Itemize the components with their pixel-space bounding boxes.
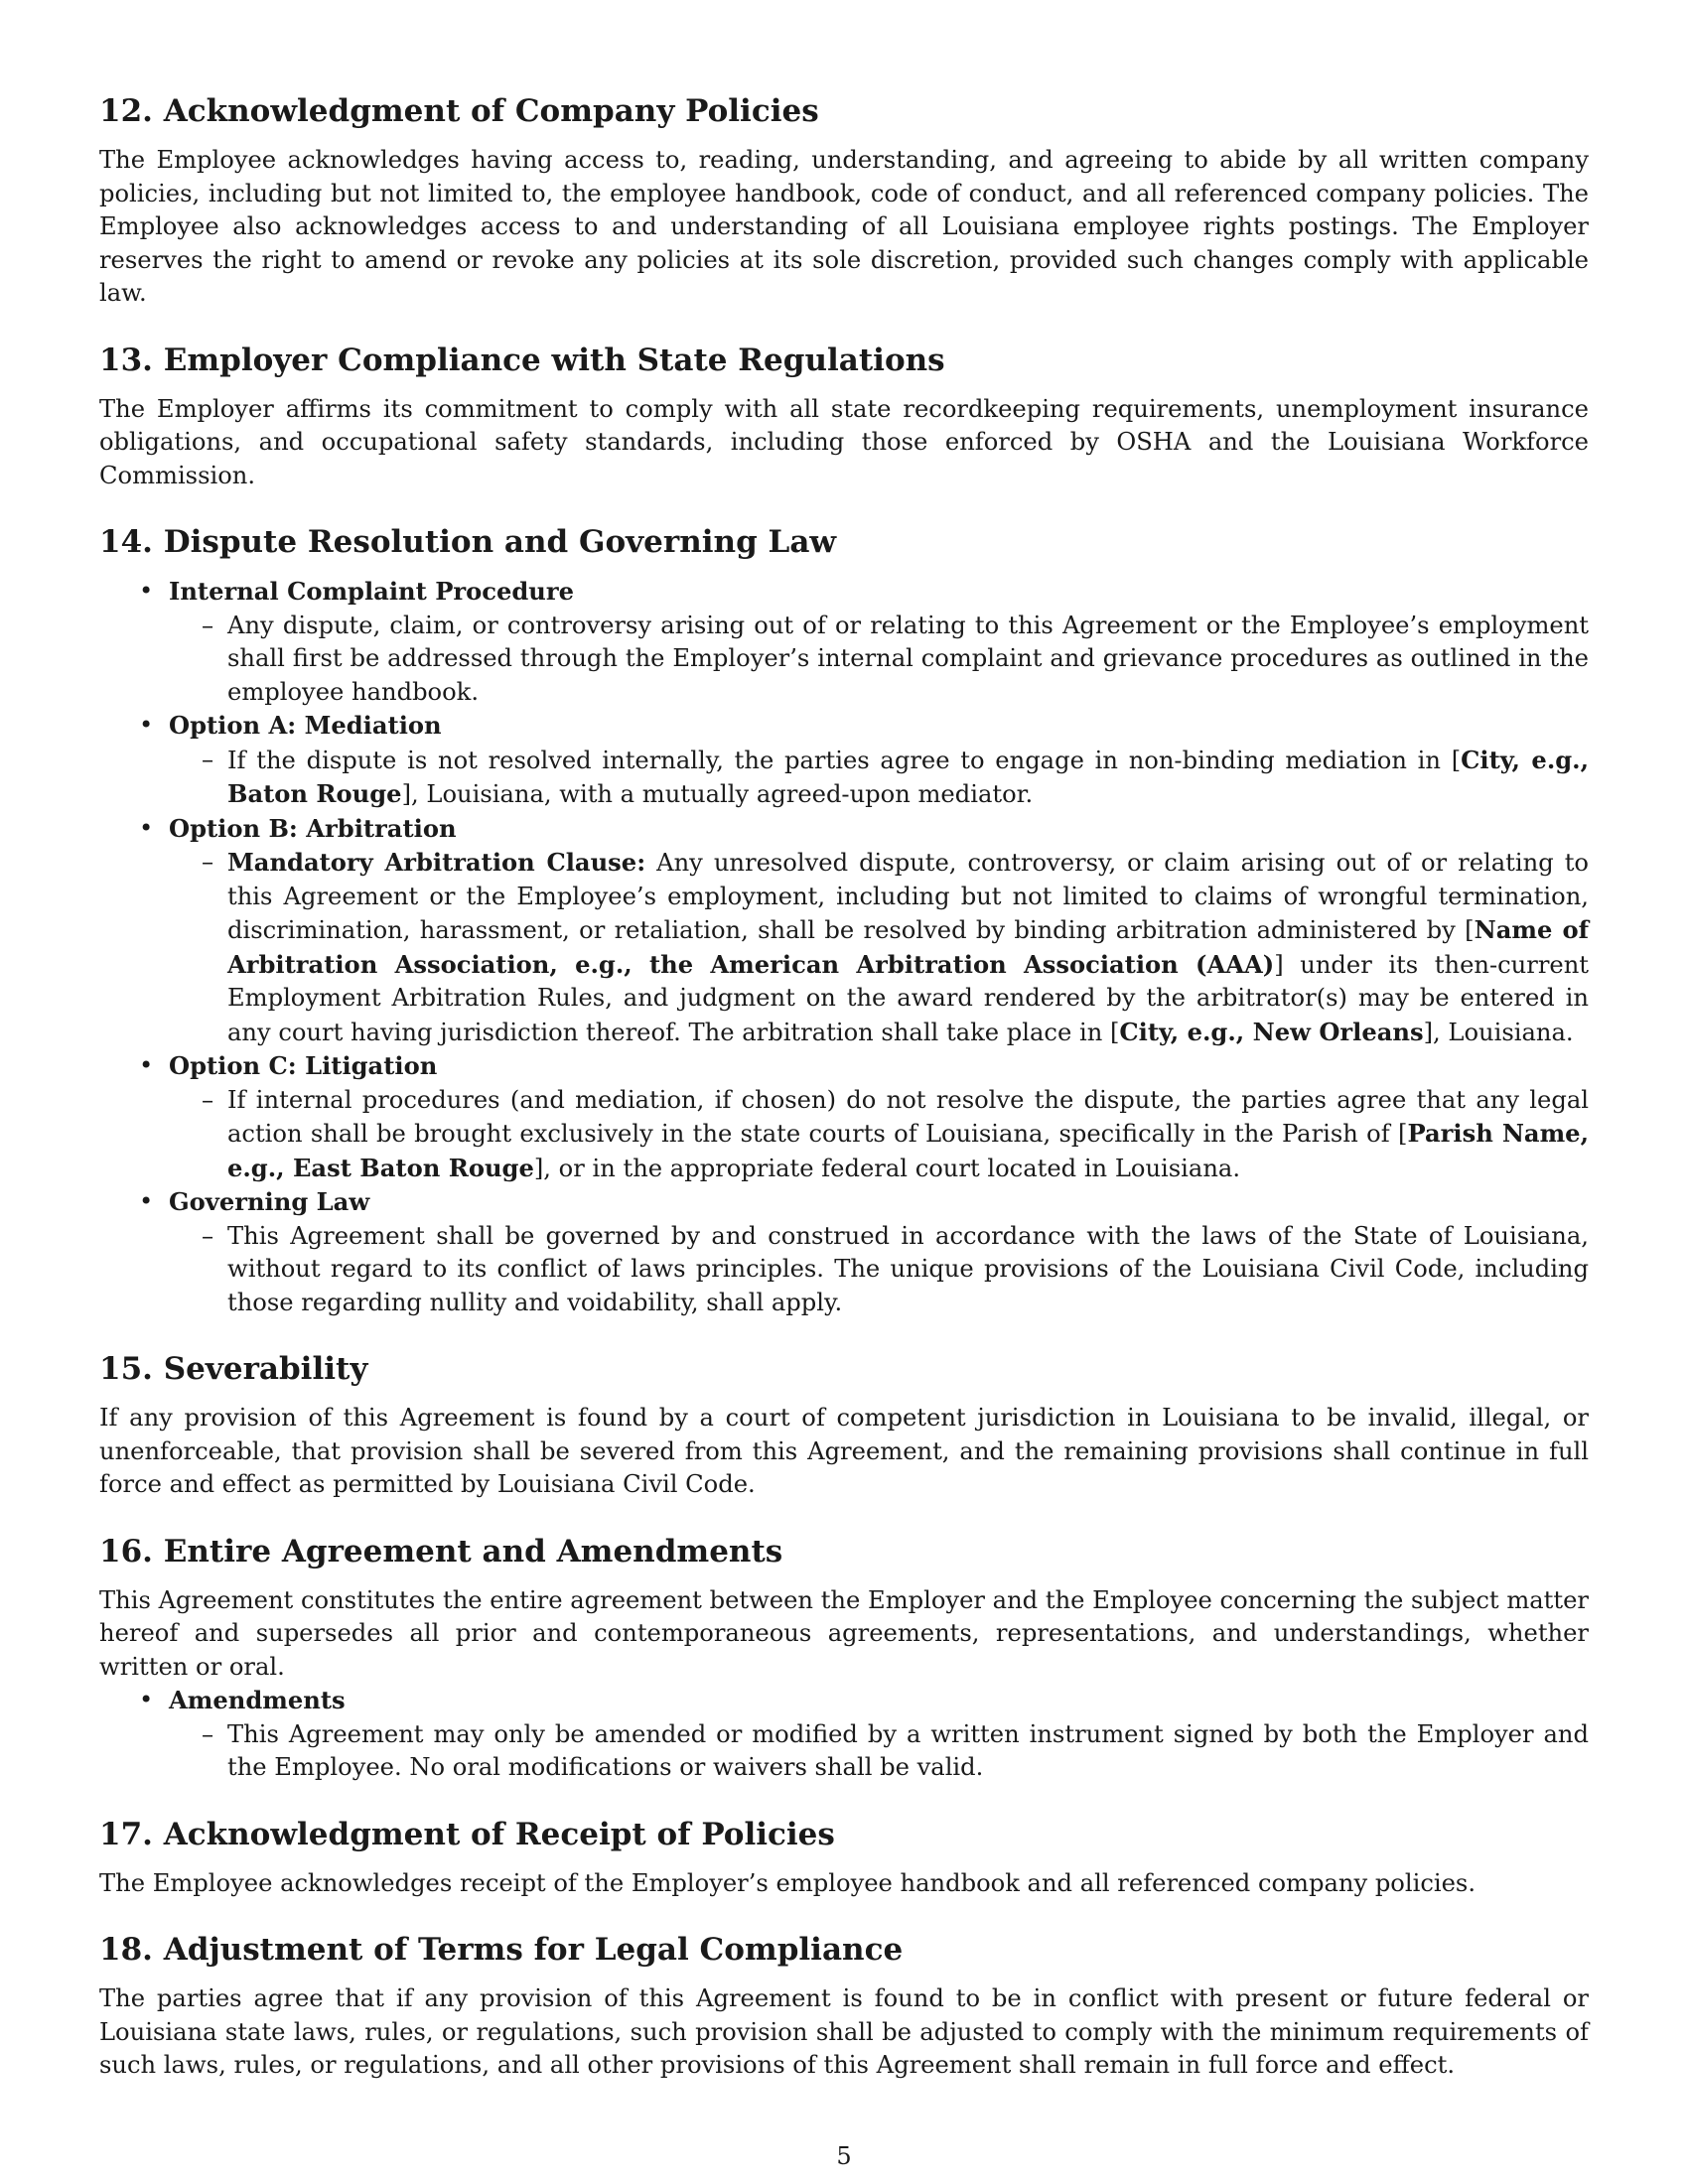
section-15-title: 15. Severability xyxy=(99,1351,368,1387)
section-12 xyxy=(99,91,1589,311)
option-b-text: – Mandatory Arbitration Clause: Any unresolved dispute, controversy, or claim arising out of or relating to this Agreement or the Employee’s employment, including but not limited to claims of wrongful termination, discrimination, harassment, or retaliation, shall be resolved by binding arbitration administered by [Name of Arbitration Association, e.g., the American Arbitration Association (AAA)] under its then-current Employment Arbitration Rules, and judgment on the award rendered by the arbitrator(s) may be entered in any court having jurisdiction thereof. The arbitration shall take place in [City, e.g., New Orleans], Louisiana. xyxy=(169,846,1589,1049)
document-page xyxy=(99,91,1589,2113)
list-item xyxy=(99,1684,1589,1785)
arbitration-clause-label: Mandatory Arbitration Clause: xyxy=(227,848,646,877)
arbitration-association-placeholder: Name of Arbitration Association, e.g., the American Arbitration Association (AAA) xyxy=(227,915,1589,979)
option-a-text: – If the dispute is not resolved internally, the parties agree to engage in non-binding mediation in [City, e.g., Baton Rouge], Louisiana, with a mutually agreed-upon mediator. xyxy=(169,744,1589,812)
section-14-title: 14. Dispute Resolution and Governing Law xyxy=(99,524,837,560)
section-18 xyxy=(99,1930,1589,2083)
amendments-text: – This Agreement may only be amended or modified by a written instrument signed by both the Employer and the Employee. No oral modifications or waivers shall be valid. xyxy=(169,1718,1589,1785)
section-15 xyxy=(99,1349,1589,1502)
list-item xyxy=(99,1049,1589,1185)
arbitration-city-placeholder: City, e.g., New Orleans xyxy=(1119,1017,1424,1046)
section-17 xyxy=(99,1815,1589,1901)
governing-law-label: Governing Law xyxy=(169,1187,370,1216)
option-b-label: Option B: Arbitration xyxy=(169,813,457,843)
section-15-body: If any provision of this Agreement is found by a court of competent jurisdiction in Louisiana to be invalid, illegal, or unenforceable, that provision shall be severed from this Agreement, and the remaining provisions shall continue in full force and effect as permitted by Louisiana Civil Code. xyxy=(99,1404,1589,1498)
section-13-title: 13. Employer Compliance with State Regulations xyxy=(99,341,945,378)
governing-law-text: – This Agreement shall be governed by and construed in accordance with the laws of the State of Louisiana, without regard to its conflict of laws principles. The unique provisions of the Louisiana Civil Code, including those regarding nullity and voidability, shall apply. xyxy=(169,1220,1589,1320)
list-item xyxy=(99,709,1589,812)
section-16 xyxy=(99,1532,1589,1785)
internal-complaint-text: – Any dispute, claim, or controversy arising out of or relating to this Agreement or the Employee’s employment shall first be addressed through the Employer’s internal complaint and grievance procedures as outlined in the employee handbook. xyxy=(169,610,1589,710)
section-14 xyxy=(99,522,1589,1319)
section-13 xyxy=(99,341,1589,493)
list-item xyxy=(99,575,1589,709)
section-17-body: The Employee acknowledges receipt of the Employer’s employee handbook and all referenced company policies. xyxy=(99,1868,1477,1897)
page-number: 5 xyxy=(836,2142,852,2170)
dispute-list xyxy=(99,575,1589,1319)
list-item xyxy=(99,1185,1589,1319)
parish-placeholder: Parish Name, e.g., East Baton Rouge xyxy=(227,1119,1589,1182)
section-16-body: This Agreement constitutes the entire agreement between the Employer and the Employee concerning the subject matter hereof and supersedes all prior and contemporaneous agreements, representations, and understandings, whether written or oral. xyxy=(99,1585,1589,1681)
amendments-list xyxy=(99,1684,1589,1785)
option-a-label: Option A: Mediation xyxy=(169,711,442,740)
amendments-label: Amendments xyxy=(169,1686,346,1714)
section-12-body: The Employee acknowledges having access to, reading, understanding, and agreeing to abide by all written company policies, including but not limited to, the employee handbook, code of conduct, and all referenced company policies. The Employee also acknowledges access to and understanding of all Louisiana employee rights postings. The Employer reserves the right to amend or revoke any policies at its sole discretion, provided such changes comply with applicable law. xyxy=(99,146,1589,307)
section-18-title: 18. Adjustment of Terms for Legal Compliance xyxy=(99,1932,904,1968)
section-12-title: 12. Acknowledgment of Company Policies xyxy=(99,93,819,129)
option-c-text: – If internal procedures (and mediation, if chosen) do not resolve the dispute, the parties agree that any legal action shall be brought exclusively in the state courts of Louisiana, specifically in the Parish of [Parish Name, e.g., East Baton Rouge], or in the appropriate federal court located in Louisiana. xyxy=(169,1084,1589,1186)
section-16-title: 16. Entire Agreement and Amendments xyxy=(99,1533,783,1570)
section-13-body: The Employer affirms its commitment to comply with all state recordkeeping requirements, unemployment insurance obligations, and occupational safety standards, including those enforced by OSHA and the Louisiana Workforce Commission. xyxy=(99,394,1589,489)
section-17-title: 17. Acknowledgment of Receipt of Policies xyxy=(99,1816,835,1852)
internal-complaint-label: Internal Complaint Procedure xyxy=(169,577,574,606)
list-item xyxy=(99,812,1589,1050)
mediation-city-placeholder: City, e.g., Baton Rouge xyxy=(227,745,1589,808)
section-18-body: The parties agree that if any provision of this Agreement is found to be in conflict with present or future federal or Louisiana state laws, rules, or regulations, such provision shall be adjusted to comply with the minimum requirements of such laws, rules, or regulations, and all other provisions of this Agreement shall remain in full force and effect. xyxy=(99,1984,1589,2079)
option-c-label: Option C: Litigation xyxy=(169,1051,438,1080)
